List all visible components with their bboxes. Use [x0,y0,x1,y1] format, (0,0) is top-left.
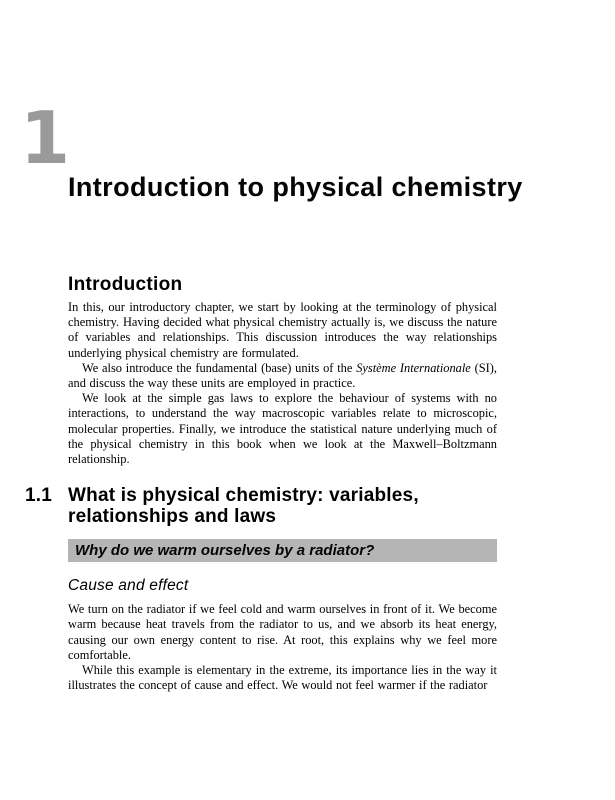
introduction-heading: Introduction [68,274,183,295]
systeme-internationale-italic: Système Internationale [356,360,471,375]
introduction-paragraph-2-part-3: (SI), and discuss the way these units are employed in practice. [68,360,497,391]
introduction-paragraph-1: In this, our introductory chapter, we start by looking at the terminology of physical chemistry. Having decided what physical chemistry actually is, we discuss the nature of variables and relationships. This discussion introduces the way relationships underlying physical chemistry are formulated. [68,300,497,360]
chapter-title: Introduction to physical chemistry [68,172,523,202]
section-1-1-heading [25,485,497,527]
introduction-paragraph-3: We look at the simple gas laws to explore the behaviour of systems with no interactions, to understand the way macroscopic variables relate to microscopic, molecular properties. Finally, we introduce the statistical nature underlying much of the physical chemistry in this book when we look at the Maxwell–Boltzmann relationship. [68,391,497,467]
section-number: 1.1 [25,485,53,507]
introduction-paragraph-2 [68,361,497,391]
body-paragraph-1: We turn on the radiator if we feel cold and warm ourselves in front of it. We become warm because heat travels from the radiator to us, and we absorb its heat energy, causing our own energy content to rise. At root, this explains why we feel more comfortable. [68,602,497,662]
subsection-heading-cause-and-effect: Cause and effect [68,577,189,595]
question-banner: Why do we warm ourselves by a radiator? [68,539,497,562]
chapter-number: 1 [20,96,71,180]
body-paragraph-2: While this example is elementary in the extreme, its importance lies in the way it illustrates the concept of cause and effect. We would not feel warmer if the radiator [68,663,497,693]
page-content [25,0,523,693]
introduction-paragraph-2-part-1: We also introduce the fundamental (base) units of the [82,360,357,375]
section-title: What is physical chemistry: variables, relationships and laws [68,485,419,528]
